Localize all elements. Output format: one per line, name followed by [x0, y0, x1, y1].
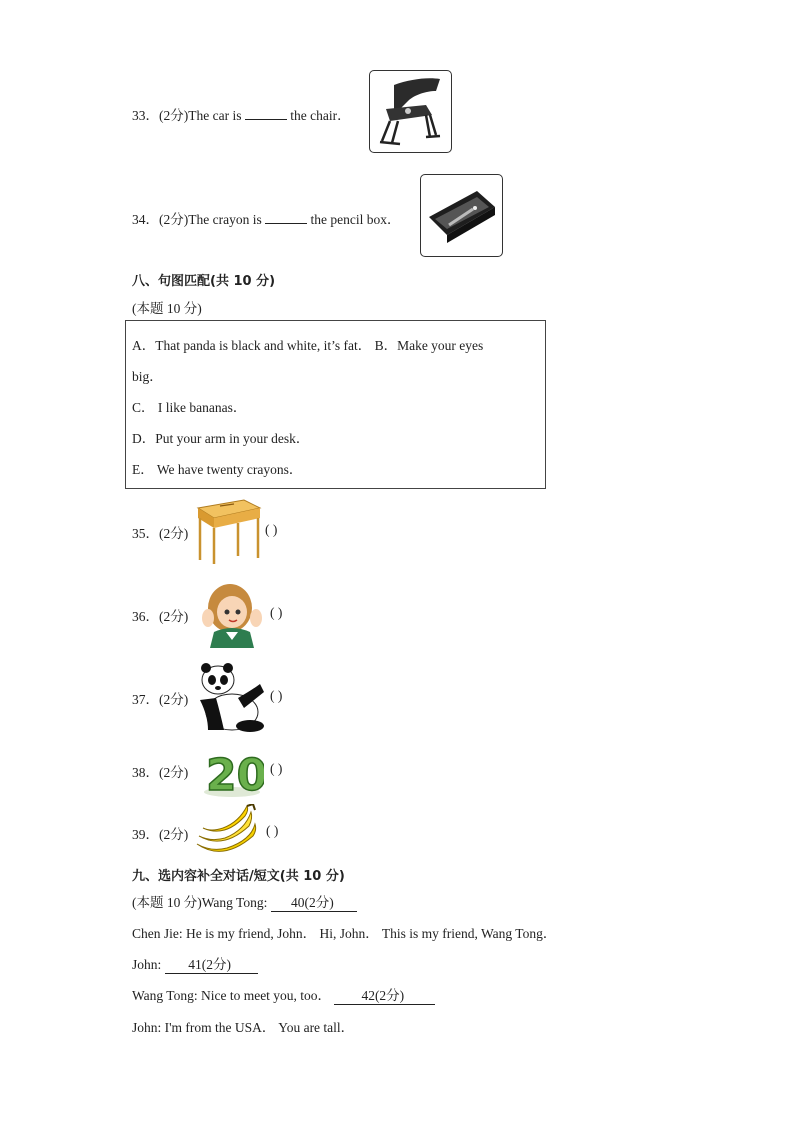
blank-40[interactable]: 40(2分)	[271, 895, 358, 912]
question-37-label: 37．(2分)	[132, 692, 189, 707]
panda-image	[194, 660, 266, 736]
question-33	[132, 104, 351, 124]
question-38-paren[interactable]: ( )	[270, 761, 283, 776]
dialogue-line-2: Chen Jie: He is my friend, John． Hi, John． This is my friend, Wang Tong．	[132, 926, 557, 941]
question-36-paren[interactable]: ( )	[270, 605, 283, 620]
question-35-label: 35．(2分)	[132, 526, 189, 541]
dialogue-line-4	[132, 984, 435, 1004]
dialogue-line-1	[132, 891, 357, 911]
girl-image	[196, 578, 266, 654]
option-line-5: E． We have twenty crayons．	[132, 462, 303, 477]
dialogue-line-5: John: I'm from the USA． You are tall．	[132, 1020, 355, 1035]
question-33-label: 33．(2分)The car is	[132, 108, 242, 123]
question-34	[132, 208, 400, 228]
question-35-paren[interactable]: ( )	[265, 522, 278, 537]
question-34-rest: the pencil box．	[310, 212, 401, 227]
option-line-1: A．That panda is black and white, it’s fat． B．Make your eyes	[132, 338, 484, 353]
question-39-paren[interactable]: ( )	[266, 823, 279, 838]
twenty-image	[200, 742, 264, 802]
section-9-title: 九、选内容补全对话/短文(共 10 分)	[132, 869, 345, 884]
option-line-4: D．Put your arm in your desk．	[132, 431, 310, 446]
twenty-text: 20	[206, 750, 264, 798]
question-37-paren[interactable]: ( )	[270, 688, 283, 703]
dialogue-line-1-text: (本题 10 分)Wang Tong:	[132, 895, 271, 910]
chair-image	[369, 70, 452, 153]
option-line-2: big．	[132, 369, 163, 384]
option-line-3: C． I like bananas．	[132, 400, 247, 415]
section-8-note: (本题 10 分)	[132, 301, 202, 316]
dialogue-line-4-text: Wang Tong: Nice to meet you, too．	[132, 988, 335, 1003]
question-34-label: 34．(2分)The crayon is	[132, 212, 262, 227]
blank-42[interactable]: 42(2分)	[334, 988, 434, 1005]
question-36-label: 36．(2分)	[132, 609, 189, 624]
dialogue-line-3-text: John:	[132, 957, 165, 972]
section-8-title: 八、句图匹配(共 10 分)	[132, 274, 276, 289]
dialogue-line-3	[132, 953, 258, 973]
question-38-label: 38．(2分)	[132, 765, 189, 780]
question-33-blank[interactable]	[245, 107, 287, 120]
question-33-rest: the chair．	[290, 108, 351, 123]
bananas-image	[193, 804, 261, 866]
blank-41[interactable]: 41(2分)	[165, 957, 258, 974]
question-34-blank[interactable]	[265, 211, 307, 224]
desk-image	[194, 498, 262, 568]
pencil-box-image	[420, 174, 503, 257]
question-39-label: 39．(2分)	[132, 827, 189, 842]
